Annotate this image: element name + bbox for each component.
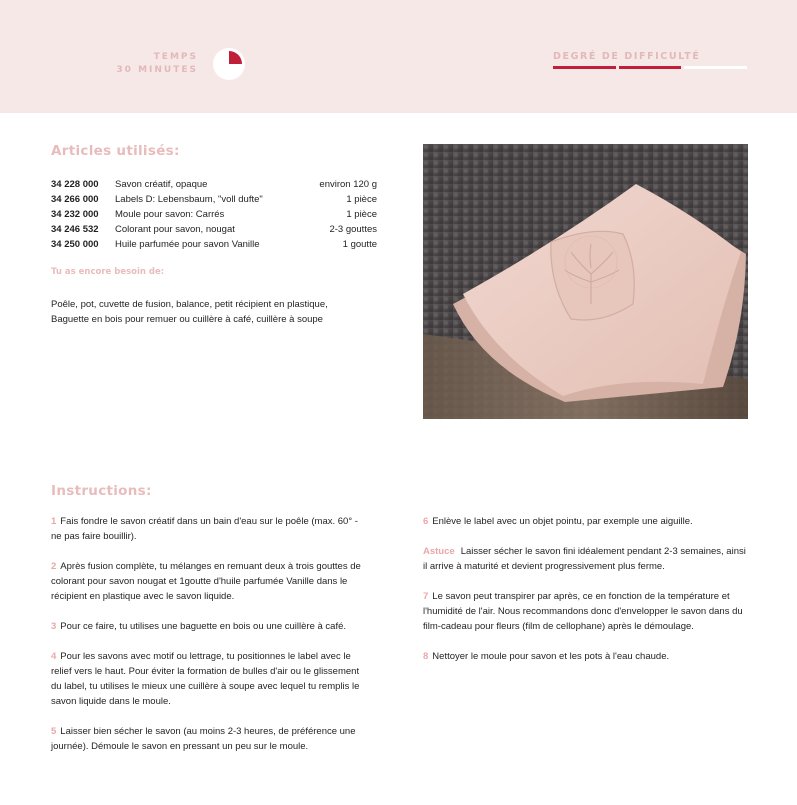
article-quantity: 1 pièce (346, 209, 377, 220)
instruction-step (423, 589, 748, 634)
instruction-step (51, 514, 371, 544)
time-info (116, 52, 198, 77)
step-number: 5 (51, 726, 57, 737)
article-number: 34 250 000 (51, 239, 99, 250)
instruction-step (423, 649, 748, 664)
step-text: Pour les savons avec motif ou lettrage, tu positionnes le label avec le relief vers le haut. Pour éviter la formation de bulles d'air ou le glissement du label, tu utilises le mieux une cuillère à soupe avec lequel tu remplis le savon liquide dans le moule. (51, 651, 360, 707)
step-text: Fais fondre le savon créatif dans un bain d'eau sur le poêle (max. 60° - ne pas faire bouillir). (51, 516, 358, 542)
step-text: Enlève le label avec un objet pointu, par exemple une aiguille. (432, 516, 693, 527)
article-row (51, 237, 377, 252)
instruction-step (423, 514, 748, 529)
article-number: 34 266 000 (51, 194, 99, 205)
step-text: Laisser sécher le savon fini idéalement pendant 2-3 semaines, ainsi il arrive à maturité et devient progressivement plus ferme. (423, 546, 746, 572)
step-number: 7 (423, 591, 429, 602)
article-row (51, 222, 377, 237)
instructions-column-right (423, 514, 748, 679)
instruction-step (51, 649, 371, 709)
step-text: Le savon peut transpirer par après, ce en fonction de la température et l'humidité de l'air. Nous recommandons donc d'envelopper le savon dans du film-cadeau pour fleurs (film de cellophane) après le démoulage. (423, 591, 743, 632)
difficulty-segment (684, 66, 747, 69)
step-number: 6 (423, 516, 429, 527)
also-needed-line: Poêle, pot, cuvette de fusion, balance, petit récipient en plastique, (51, 299, 328, 310)
article-description: Colorant pour savon, nougat (115, 224, 235, 235)
step-text: Pour ce faire, tu utilises une baguette en bois ou une cuillère à café. (60, 621, 347, 632)
step-number: 2 (51, 561, 57, 572)
also-needed-heading: Tu as encore besoin de: (51, 267, 165, 277)
step-number: 1 (51, 516, 57, 527)
article-description: Huile parfumée pour savon Vanille (115, 239, 260, 250)
step-text: Après fusion complète, tu mélanges en remuant deux à trois gouttes de colorant pour savon nougat et 1goutte d'huile parfumée Vanille dans le récipient en plastique avec le savon liquide. (51, 561, 361, 602)
step-number: 8 (423, 651, 429, 662)
article-description: Labels D: Lebensbaum, "voll dufte" (115, 194, 263, 205)
article-number: 34 246 532 (51, 224, 99, 235)
instructions-heading: Instructions: (51, 483, 152, 499)
instruction-step (51, 559, 371, 604)
tip-paragraph (423, 544, 748, 574)
time-label: TEMPS (153, 52, 198, 62)
article-description: Moule pour savon: Carrés (115, 209, 225, 220)
article-row (51, 207, 377, 222)
clock-icon (213, 48, 245, 80)
difficulty-segment (553, 66, 616, 69)
instructions-column-left (51, 514, 371, 769)
also-needed-line: Baguette en bois pour remuer ou cuillère à café, cuillère à soupe (51, 314, 323, 325)
difficulty-meter (553, 51, 747, 70)
step-number: 3 (51, 621, 57, 632)
time-value: 30 MINUTES (116, 65, 198, 75)
difficulty-bars (553, 66, 747, 70)
article-row (51, 192, 377, 207)
article-quantity: environ 120 g (319, 179, 377, 190)
step-text: Laisser bien sécher le savon (au moins 2-3 heures, de préférence une journée). Démoule le savon en pressant un peu sur le moule. (51, 726, 356, 752)
soap-photo (423, 144, 748, 419)
tip-label: Astuce (423, 546, 455, 557)
article-number: 34 232 000 (51, 209, 99, 220)
step-number: 4 (51, 651, 57, 662)
instruction-step (51, 724, 371, 754)
also-needed-text (51, 297, 381, 327)
difficulty-label: DEGRÉ DE DIFFICULTÉ (553, 51, 701, 62)
step-text: Nettoyer le moule pour savon et les pots à l'eau chaude. (432, 651, 670, 662)
article-quantity: 1 goutte (342, 239, 377, 250)
instruction-step (51, 619, 371, 634)
article-number: 34 228 000 (51, 179, 99, 190)
article-description: Savon créatif, opaque (115, 179, 208, 190)
article-quantity: 2-3 gouttes (329, 224, 377, 235)
difficulty-segment (619, 66, 682, 69)
articles-list (51, 177, 377, 252)
articles-heading: Articles utilisés: (51, 143, 180, 159)
article-quantity: 1 pièce (346, 194, 377, 205)
article-row (51, 177, 377, 192)
